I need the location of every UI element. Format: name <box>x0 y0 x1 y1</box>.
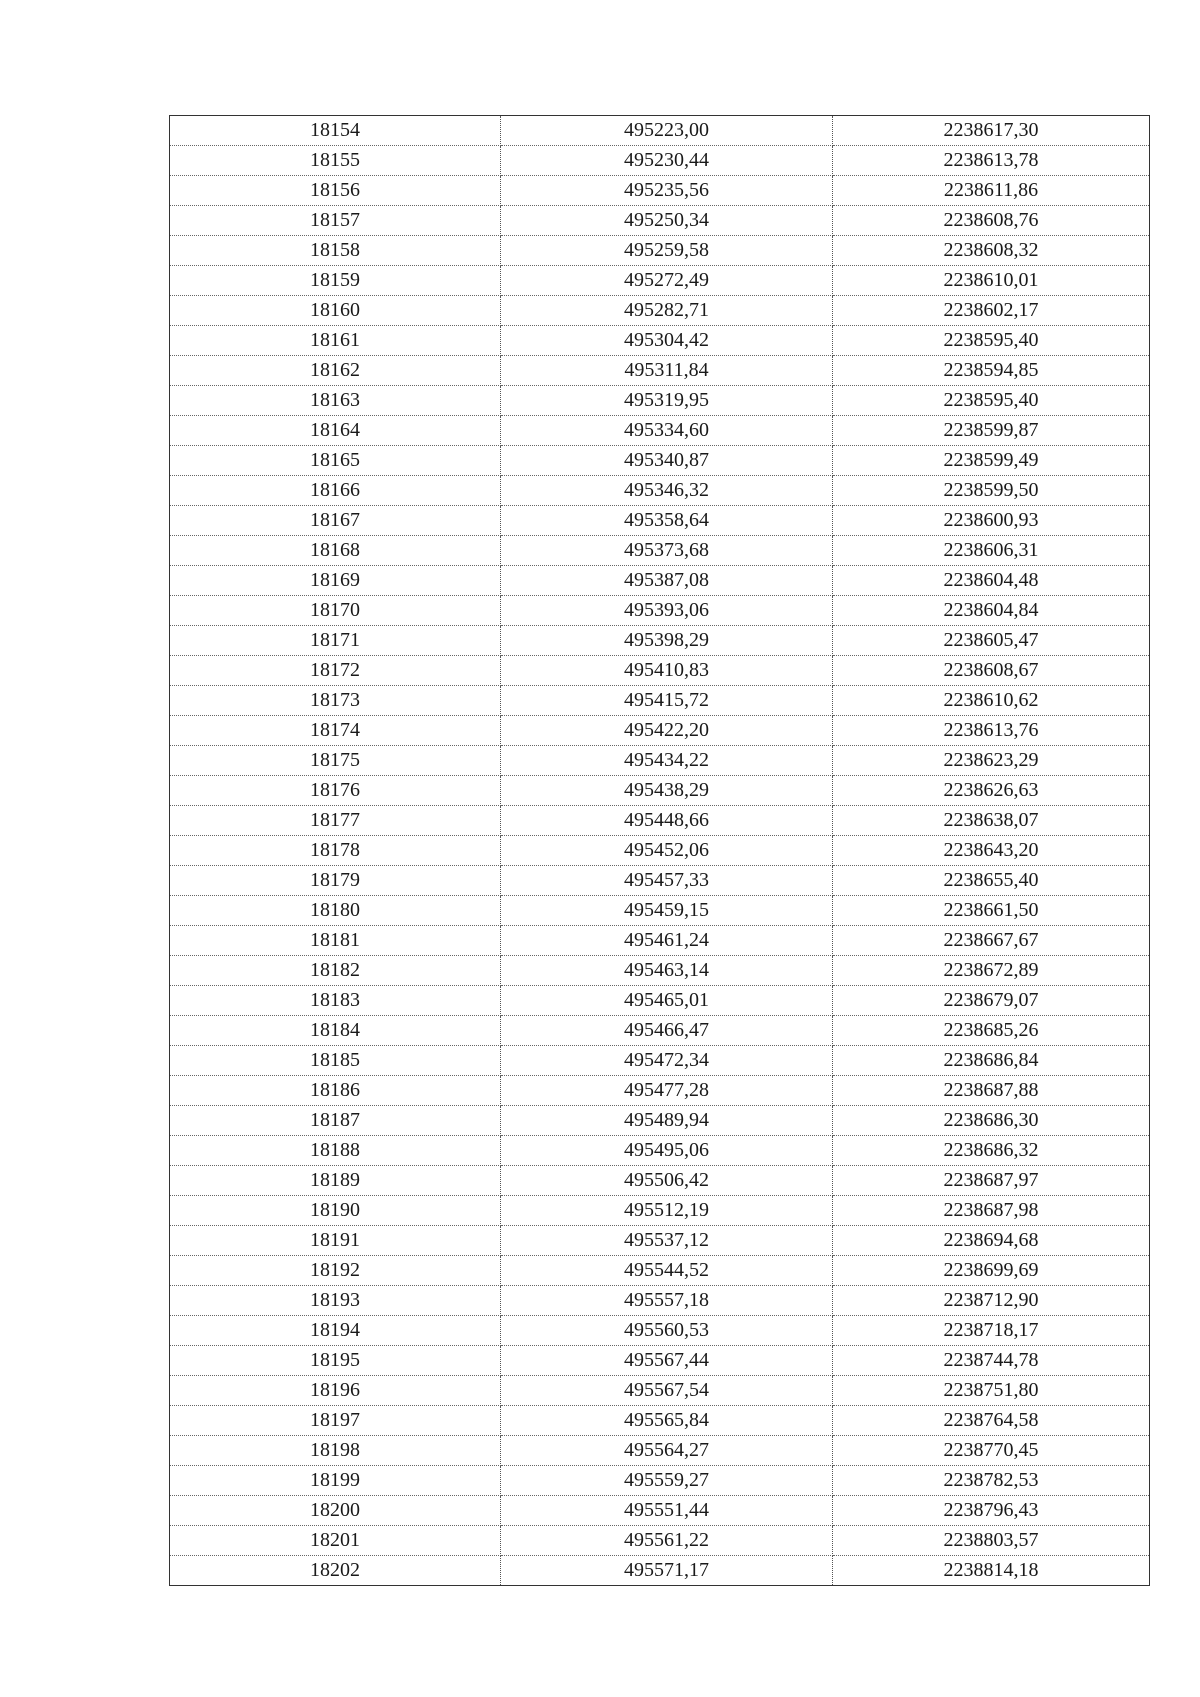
point-number-cell: 18157 <box>170 206 501 236</box>
point-number-cell: 18178 <box>170 836 501 866</box>
x-coordinate-cell: 495457,33 <box>501 866 833 896</box>
table-row <box>170 476 1150 506</box>
point-number-cell: 18198 <box>170 1436 501 1466</box>
y-coordinate-cell: 2238602,17 <box>833 296 1150 326</box>
point-number-cell: 18173 <box>170 686 501 716</box>
y-coordinate-cell: 2238599,49 <box>833 446 1150 476</box>
point-number-cell: 18195 <box>170 1346 501 1376</box>
table-row <box>170 1196 1150 1226</box>
x-coordinate-cell: 495466,47 <box>501 1016 833 1046</box>
y-coordinate-cell: 2238626,63 <box>833 776 1150 806</box>
x-coordinate-cell: 495304,42 <box>501 326 833 356</box>
y-coordinate-cell: 2238600,93 <box>833 506 1150 536</box>
y-coordinate-cell: 2238613,76 <box>833 716 1150 746</box>
point-number-cell: 18194 <box>170 1316 501 1346</box>
y-coordinate-cell: 2238803,57 <box>833 1526 1150 1556</box>
y-coordinate-cell: 2238686,32 <box>833 1136 1150 1166</box>
y-coordinate-cell: 2238687,98 <box>833 1196 1150 1226</box>
x-coordinate-cell: 495557,18 <box>501 1286 833 1316</box>
x-coordinate-cell: 495489,94 <box>501 1106 833 1136</box>
point-number-cell: 18189 <box>170 1166 501 1196</box>
table-row <box>170 1016 1150 1046</box>
y-coordinate-cell: 2238608,67 <box>833 656 1150 686</box>
table-row <box>170 206 1150 236</box>
y-coordinate-cell: 2238655,40 <box>833 866 1150 896</box>
table-row <box>170 1466 1150 1496</box>
point-number-cell: 18191 <box>170 1226 501 1256</box>
x-coordinate-cell: 495398,29 <box>501 626 833 656</box>
point-number-cell: 18180 <box>170 896 501 926</box>
point-number-cell: 18154 <box>170 116 501 146</box>
x-coordinate-cell: 495311,84 <box>501 356 833 386</box>
x-coordinate-cell: 495495,06 <box>501 1136 833 1166</box>
point-number-cell: 18164 <box>170 416 501 446</box>
point-number-cell: 18162 <box>170 356 501 386</box>
y-coordinate-cell: 2238613,78 <box>833 146 1150 176</box>
x-coordinate-cell: 495334,60 <box>501 416 833 446</box>
point-number-cell: 18156 <box>170 176 501 206</box>
x-coordinate-cell: 495560,53 <box>501 1316 833 1346</box>
y-coordinate-cell: 2238782,53 <box>833 1466 1150 1496</box>
y-coordinate-cell: 2238594,85 <box>833 356 1150 386</box>
x-coordinate-cell: 495434,22 <box>501 746 833 776</box>
table-row <box>170 506 1150 536</box>
table-row <box>170 596 1150 626</box>
point-number-cell: 18158 <box>170 236 501 266</box>
point-number-cell: 18200 <box>170 1496 501 1526</box>
point-number-cell: 18168 <box>170 536 501 566</box>
table-row <box>170 836 1150 866</box>
point-number-cell: 18174 <box>170 716 501 746</box>
table-row <box>170 1526 1150 1556</box>
y-coordinate-cell: 2238686,84 <box>833 1046 1150 1076</box>
y-coordinate-cell: 2238770,45 <box>833 1436 1150 1466</box>
table-row <box>170 1556 1150 1586</box>
y-coordinate-cell: 2238744,78 <box>833 1346 1150 1376</box>
table-row <box>170 1256 1150 1286</box>
table-row <box>170 686 1150 716</box>
point-number-cell: 18160 <box>170 296 501 326</box>
table-row <box>170 386 1150 416</box>
table-row <box>170 716 1150 746</box>
x-coordinate-cell: 495393,06 <box>501 596 833 626</box>
x-coordinate-cell: 495551,44 <box>501 1496 833 1526</box>
point-number-cell: 18187 <box>170 1106 501 1136</box>
y-coordinate-cell: 2238687,88 <box>833 1076 1150 1106</box>
y-coordinate-cell: 2238687,97 <box>833 1166 1150 1196</box>
point-number-cell: 18165 <box>170 446 501 476</box>
point-number-cell: 18163 <box>170 386 501 416</box>
x-coordinate-cell: 495346,32 <box>501 476 833 506</box>
point-number-cell: 18171 <box>170 626 501 656</box>
point-number-cell: 18166 <box>170 476 501 506</box>
table-row <box>170 146 1150 176</box>
point-number-cell: 18179 <box>170 866 501 896</box>
x-coordinate-cell: 495223,00 <box>501 116 833 146</box>
y-coordinate-cell: 2238610,62 <box>833 686 1150 716</box>
table-row <box>170 926 1150 956</box>
x-coordinate-cell: 495410,83 <box>501 656 833 686</box>
table-row <box>170 956 1150 986</box>
y-coordinate-cell: 2238604,84 <box>833 596 1150 626</box>
point-number-cell: 18181 <box>170 926 501 956</box>
x-coordinate-cell: 495387,08 <box>501 566 833 596</box>
x-coordinate-cell: 495512,19 <box>501 1196 833 1226</box>
point-number-cell: 18184 <box>170 1016 501 1046</box>
x-coordinate-cell: 495340,87 <box>501 446 833 476</box>
y-coordinate-cell: 2238623,29 <box>833 746 1150 776</box>
y-coordinate-cell: 2238595,40 <box>833 326 1150 356</box>
y-coordinate-cell: 2238796,43 <box>833 1496 1150 1526</box>
table-row <box>170 656 1150 686</box>
table-row <box>170 566 1150 596</box>
x-coordinate-cell: 495448,66 <box>501 806 833 836</box>
x-coordinate-cell: 495564,27 <box>501 1436 833 1466</box>
y-coordinate-cell: 2238814,18 <box>833 1556 1150 1586</box>
point-number-cell: 18190 <box>170 1196 501 1226</box>
y-coordinate-cell: 2238712,90 <box>833 1286 1150 1316</box>
x-coordinate-cell: 495422,20 <box>501 716 833 746</box>
table-row <box>170 326 1150 356</box>
table-row <box>170 416 1150 446</box>
table-row <box>170 866 1150 896</box>
x-coordinate-cell: 495230,44 <box>501 146 833 176</box>
table-row <box>170 1436 1150 1466</box>
x-coordinate-cell: 495571,17 <box>501 1556 833 1586</box>
point-number-cell: 18172 <box>170 656 501 686</box>
y-coordinate-cell: 2238610,01 <box>833 266 1150 296</box>
x-coordinate-cell: 495537,12 <box>501 1226 833 1256</box>
y-coordinate-cell: 2238699,69 <box>833 1256 1150 1286</box>
x-coordinate-cell: 495544,52 <box>501 1256 833 1286</box>
point-number-cell: 18183 <box>170 986 501 1016</box>
y-coordinate-cell: 2238764,58 <box>833 1406 1150 1436</box>
table-row <box>170 1046 1150 1076</box>
table-row <box>170 1316 1150 1346</box>
table-row <box>170 1406 1150 1436</box>
point-number-cell: 18167 <box>170 506 501 536</box>
y-coordinate-cell: 2238608,32 <box>833 236 1150 266</box>
y-coordinate-cell: 2238617,30 <box>833 116 1150 146</box>
table-row <box>170 296 1150 326</box>
coordinates-table <box>169 115 1150 1586</box>
x-coordinate-cell: 495235,56 <box>501 176 833 206</box>
x-coordinate-cell: 495459,15 <box>501 896 833 926</box>
x-coordinate-cell: 495567,44 <box>501 1346 833 1376</box>
table-row <box>170 626 1150 656</box>
point-number-cell: 18202 <box>170 1556 501 1586</box>
x-coordinate-cell: 495565,84 <box>501 1406 833 1436</box>
x-coordinate-cell: 495461,24 <box>501 926 833 956</box>
table-row <box>170 1226 1150 1256</box>
table-row <box>170 116 1150 146</box>
table-row <box>170 1076 1150 1106</box>
x-coordinate-cell: 495465,01 <box>501 986 833 1016</box>
point-number-cell: 18185 <box>170 1046 501 1076</box>
table-row <box>170 356 1150 386</box>
point-number-cell: 18159 <box>170 266 501 296</box>
x-coordinate-cell: 495358,64 <box>501 506 833 536</box>
table-row <box>170 1496 1150 1526</box>
table-row <box>170 1106 1150 1136</box>
table-row <box>170 1376 1150 1406</box>
y-coordinate-cell: 2238611,86 <box>833 176 1150 206</box>
table-row <box>170 1346 1150 1376</box>
point-number-cell: 18177 <box>170 806 501 836</box>
x-coordinate-cell: 495463,14 <box>501 956 833 986</box>
table-row <box>170 776 1150 806</box>
x-coordinate-cell: 495477,28 <box>501 1076 833 1106</box>
table-row <box>170 986 1150 1016</box>
x-coordinate-cell: 495319,95 <box>501 386 833 416</box>
table-row <box>170 806 1150 836</box>
x-coordinate-cell: 495438,29 <box>501 776 833 806</box>
x-coordinate-cell: 495561,22 <box>501 1526 833 1556</box>
y-coordinate-cell: 2238667,67 <box>833 926 1150 956</box>
table-row <box>170 536 1150 566</box>
x-coordinate-cell: 495282,71 <box>501 296 833 326</box>
y-coordinate-cell: 2238606,31 <box>833 536 1150 566</box>
x-coordinate-cell: 495250,34 <box>501 206 833 236</box>
table-row <box>170 236 1150 266</box>
y-coordinate-cell: 2238679,07 <box>833 986 1150 1016</box>
x-coordinate-cell: 495373,68 <box>501 536 833 566</box>
x-coordinate-cell: 495472,34 <box>501 1046 833 1076</box>
y-coordinate-cell: 2238643,20 <box>833 836 1150 866</box>
y-coordinate-cell: 2238599,87 <box>833 416 1150 446</box>
point-number-cell: 18182 <box>170 956 501 986</box>
point-number-cell: 18188 <box>170 1136 501 1166</box>
x-coordinate-cell: 495415,72 <box>501 686 833 716</box>
y-coordinate-cell: 2238751,80 <box>833 1376 1150 1406</box>
y-coordinate-cell: 2238604,48 <box>833 566 1150 596</box>
y-coordinate-cell: 2238605,47 <box>833 626 1150 656</box>
point-number-cell: 18196 <box>170 1376 501 1406</box>
point-number-cell: 18197 <box>170 1406 501 1436</box>
table-row <box>170 176 1150 206</box>
point-number-cell: 18192 <box>170 1256 501 1286</box>
table-row <box>170 266 1150 296</box>
point-number-cell: 18170 <box>170 596 501 626</box>
table-row <box>170 1166 1150 1196</box>
x-coordinate-cell: 495452,06 <box>501 836 833 866</box>
y-coordinate-cell: 2238718,17 <box>833 1316 1150 1346</box>
table-row <box>170 746 1150 776</box>
y-coordinate-cell: 2238638,07 <box>833 806 1150 836</box>
x-coordinate-cell: 495259,58 <box>501 236 833 266</box>
y-coordinate-cell: 2238595,40 <box>833 386 1150 416</box>
y-coordinate-cell: 2238672,89 <box>833 956 1150 986</box>
point-number-cell: 18169 <box>170 566 501 596</box>
y-coordinate-cell: 2238694,68 <box>833 1226 1150 1256</box>
point-number-cell: 18201 <box>170 1526 501 1556</box>
x-coordinate-cell: 495559,27 <box>501 1466 833 1496</box>
point-number-cell: 18193 <box>170 1286 501 1316</box>
point-number-cell: 18155 <box>170 146 501 176</box>
point-number-cell: 18199 <box>170 1466 501 1496</box>
coordinates-table-body <box>170 116 1150 1586</box>
point-number-cell: 18175 <box>170 746 501 776</box>
point-number-cell: 18176 <box>170 776 501 806</box>
table-row <box>170 446 1150 476</box>
y-coordinate-cell: 2238599,50 <box>833 476 1150 506</box>
x-coordinate-cell: 495272,49 <box>501 266 833 296</box>
table-row <box>170 1286 1150 1316</box>
x-coordinate-cell: 495567,54 <box>501 1376 833 1406</box>
y-coordinate-cell: 2238661,50 <box>833 896 1150 926</box>
point-number-cell: 18186 <box>170 1076 501 1106</box>
y-coordinate-cell: 2238608,76 <box>833 206 1150 236</box>
point-number-cell: 18161 <box>170 326 501 356</box>
y-coordinate-cell: 2238686,30 <box>833 1106 1150 1136</box>
y-coordinate-cell: 2238685,26 <box>833 1016 1150 1046</box>
x-coordinate-cell: 495506,42 <box>501 1166 833 1196</box>
table-row <box>170 896 1150 926</box>
table-row <box>170 1136 1150 1166</box>
